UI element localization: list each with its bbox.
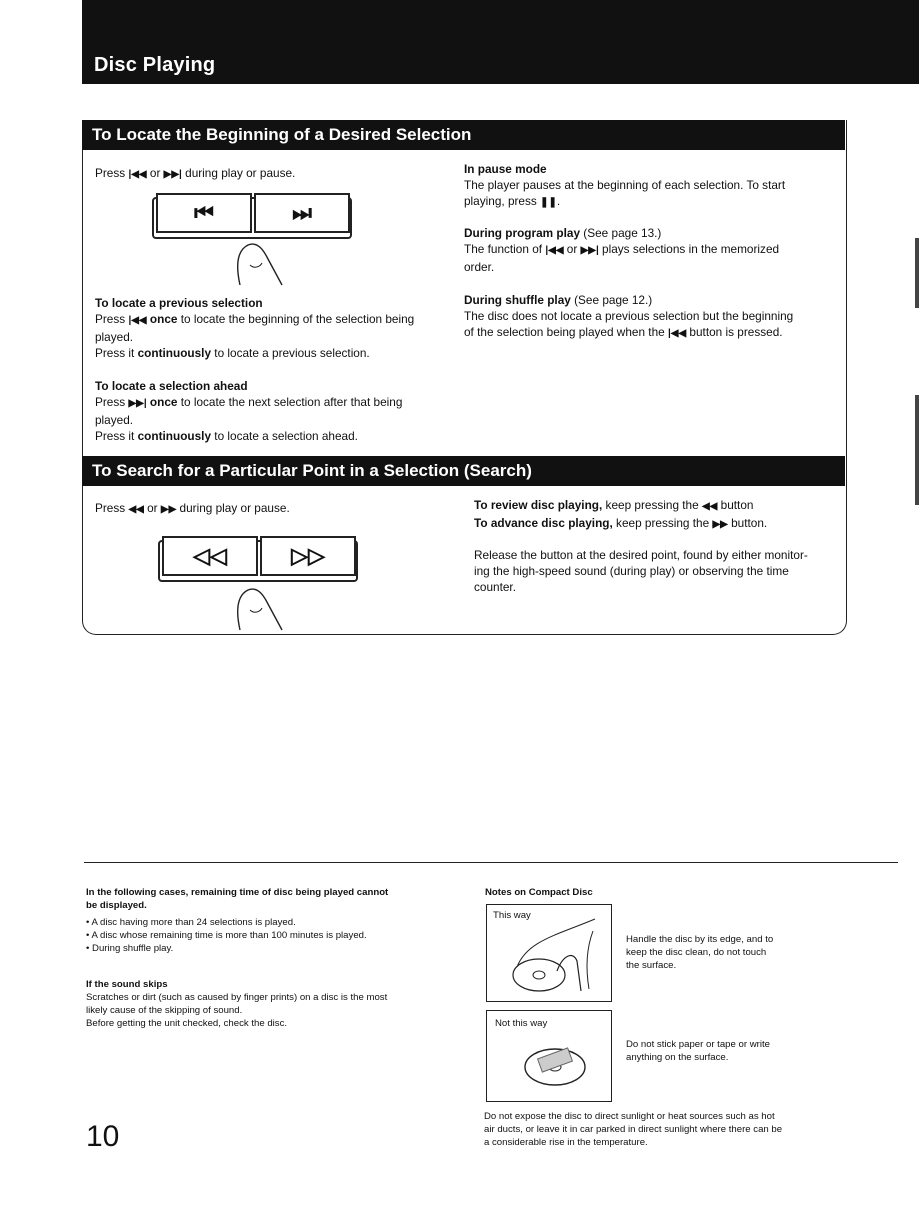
prev-paragraph: Press |◀◀ once to locate the beginning of the selection being played. Press it continuously to locate a previous selection. [95,312,415,360]
finger-icon [232,237,302,287]
pause-icon: ❚❚ [540,197,557,208]
divider-rule [84,862,898,863]
press-line-search: Press ◀◀ or ▶▶ during play or pause. [95,501,290,515]
not-this-way-label: Not this way [495,1018,548,1029]
pause-heading: In pause mode [464,162,547,176]
pause-paragraph: The player pauses at the beginning of each selection. To start playing, press ❚❚. [464,178,786,208]
edge-mark [915,395,919,505]
next-track-icon: ▶▶| [128,398,147,409]
sound-skips-heading: If the sound skips [86,979,168,990]
page-title: Disc Playing [94,54,216,76]
next-track-icon: ▶▶| [163,169,182,180]
rewind-icon: ◀◀ [701,501,718,512]
next-button [254,193,350,233]
this-way-figure [486,904,612,1002]
prev-heading: To locate a previous selection [95,296,263,310]
ahead-heading: To locate a selection ahead [95,379,248,393]
fast-forward-button-icon: ▷▷ [291,543,325,568]
list-item: • During shuffle play. [86,943,174,954]
prev-track-icon: |◀◀ [128,169,147,180]
fast-forward-icon: ▶▶ [712,519,728,530]
list-item: • A disc whose remaining time is more than 100 minutes is played. [86,930,367,941]
ahead-paragraph: Press ▶▶| once to locate the next selection after that being played. Press it continuously to locate a selection ahead. [95,395,403,443]
remaining-time-list [86,916,466,955]
rewind-icon: ◀◀ [128,504,144,515]
press-line-locate: Press |◀◀ or ▶▶| during play or pause. [95,166,296,180]
search-instructions: To review disc playing, keep pressing the ◀◀ button To advance disc playing, keep pressing the ▶▶ button. [474,498,768,530]
next-button-icon: ⏭ [292,200,312,225]
prev-button-icon: ⏮ [194,200,214,225]
prev-track-icon: |◀◀ [128,315,147,326]
rewind-button [162,536,258,576]
cd-notes-heading: Notes on Compact Disc [485,887,593,898]
skip-buttons-illustration [152,193,352,285]
program-paragraph: During program play (See page 13.) The function of |◀◀ or ▶▶| plays selections in the memorized order. [464,226,780,274]
cd-sticker-icon [517,1041,597,1091]
fast-forward-button [260,536,356,576]
sunlight-note: Do not expose the disc to direct sunlight or heat sources such as hot air ducts, or leave it in car parked in direct sunlight where there can be a considerable rise in the temperature. [484,1111,783,1148]
rewind-button-icon: ◁◁ [193,543,227,568]
remaining-time-heading: In the following cases, remaining time of disc being played cannot be displayed. [86,887,389,911]
list-item: • A disc having more than 24 selections is played. [86,917,296,928]
edge-mark [915,238,919,308]
next-track-icon: ▶▶| [580,245,599,256]
prev-track-icon: |◀◀ [667,328,687,339]
finger-icon [232,582,302,632]
stick-note: Do not stick paper or tape or write anything on the surface. [626,1039,770,1063]
sound-skips-paragraph: Scratches or dirt (such as caused by finger prints) on a disc is the most likely cause of the skipping of sound. Before getting the unit checked, check the disc. [86,992,388,1029]
handle-note: Handle the disc by its edge, and to keep the disc clean, do not touch the surface. [626,934,774,971]
this-way-label: This way [493,910,531,921]
not-this-way-figure [486,1010,612,1102]
shuffle-paragraph: During shuffle play (See page 12.) The disc does not locate a previous selection but the beginning of the selection being played when the |◀◀ button is pressed. [464,293,794,339]
search-buttons-illustration [158,536,358,632]
fast-forward-icon: ▶▶ [160,504,177,515]
release-paragraph: Release the button at the desired point, found by either monitor- ing the high-speed sound (during play) or observing the time counter. [474,548,808,594]
cd-hand-icon [497,911,607,1001]
page-number: 10 [86,1120,120,1153]
prev-track-icon: |◀◀ [545,245,564,256]
section-title-locate: To Locate the Beginning of a Desired Selection [82,120,845,150]
prev-button [156,193,252,233]
section-title-search: To Search for a Particular Point in a Selection (Search) [82,456,845,486]
